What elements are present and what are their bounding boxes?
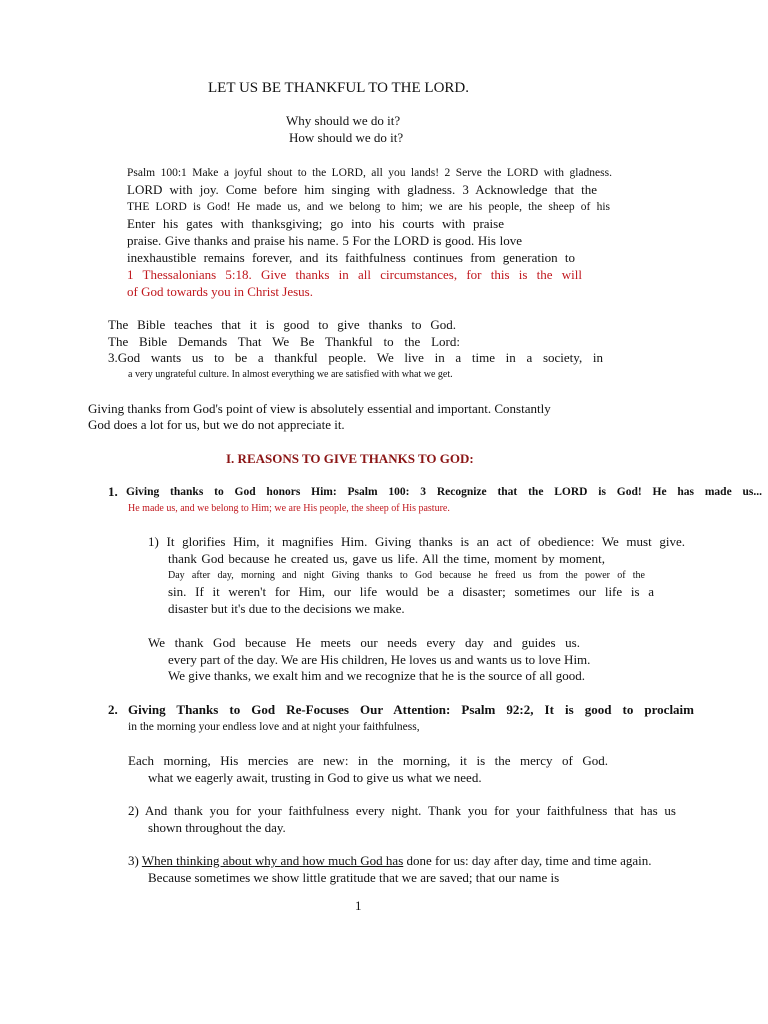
item-1-point-1-line-4: sin. If it weren't for Him, our life would be a disaster; sometimes our life is a xyxy=(168,584,654,599)
item-1-point-2-line-2: every part of the day. We are His children, He loves us and wants us to love Him. xyxy=(168,652,591,667)
item-1-point-1-line-1: 1) It glorifies Him, it magnifies Him. Giving thanks is an act of obedience: We must give. xyxy=(148,534,685,549)
item-2-number: 2. xyxy=(108,702,118,717)
psalm-line-4: Enter his gates with thanksgiving; go into his courts with praise xyxy=(127,216,504,231)
item-1-heading: Giving thanks to God honors Him: Psalm 100: 3 Recognize that the LORD is God! He has made us... xyxy=(126,486,762,498)
item-1-point-2-line-3: We give thanks, we exalt him and we recognize that he is the source of all good. xyxy=(168,668,585,683)
section-heading: I. REASONS TO GIVE THANKS TO GOD: xyxy=(226,451,474,466)
page-number: 1 xyxy=(355,898,362,913)
item-1-number: 1. xyxy=(108,484,118,499)
item-1-point-1-line-2: thank God because he created us, gave us life. All the time, moment by moment, xyxy=(168,551,605,566)
thessalonians-line-2: of God towards you in Christ Jesus. xyxy=(127,284,313,299)
item-2-point-1-line-2: what we eagerly await, trusting in God to give us what we need. xyxy=(148,770,482,785)
giving-line-1: Giving thanks from God's point of view is absolutely essential and important. Constantly xyxy=(88,401,551,416)
psalm-line-2: LORD with joy. Come before him singing with gladness. 3 Acknowledge that the xyxy=(127,182,597,197)
psalm-line-6: inexhaustible remains forever, and its faithfulness continues from generation to xyxy=(127,250,575,265)
item-1-point-2-line-1: We thank God because He meets our needs every day and guides us. xyxy=(148,635,580,650)
bible-line-2: The Bible Demands That We Be Thankful to the Lord: xyxy=(108,334,460,349)
item-2-point-3-underlined: When thinking about why and how much God has xyxy=(141,853,404,868)
thessalonians-line-1: 1 Thessalonians 5:18. Give thanks in all circumstances, for this is the will xyxy=(127,267,582,282)
psalm-line-5: praise. Give thanks and praise his name. 5 For the LORD is good. His love xyxy=(127,233,522,248)
item-2-subtext: in the morning your endless love and at night your faithfulness, xyxy=(128,721,420,733)
psalm-line-3: THE LORD is God! He made us, and we belong to him; we are his people, the sheep of his xyxy=(127,201,610,213)
question-why: Why should we do it? xyxy=(286,113,401,128)
giving-line-2: God does a lot for us, but we do not appreciate it. xyxy=(88,417,345,432)
item-1-point-1-line-3: Day after day, morning and night Giving thanks to God because he freed us from the power of the xyxy=(168,570,645,581)
item-2-point-3-line-2: Because sometimes we show little gratitude that we are saved; that our name is xyxy=(148,870,560,885)
bible-line-4: a very ungrateful culture. In almost everything we are satisfied with what we get. xyxy=(128,369,453,380)
item-1-subtext: He made us, and we belong to Him; we are His people, the sheep of His pasture. xyxy=(128,503,450,514)
psalm-line-1: Psalm 100:1 Make a joyful shout to the LORD, all you lands! 2 Serve the LORD with gladness. xyxy=(127,167,612,179)
item-2-point-1-line-1: Each morning, His mercies are new: in the morning, it is the mercy of God. xyxy=(128,753,608,768)
item-2-point-2-line-2: shown throughout the day. xyxy=(148,820,286,835)
bible-line-1: The Bible teaches that it is good to give thanks to God. xyxy=(108,317,456,332)
item-2-point-3-line-1 xyxy=(128,853,652,869)
item-1-point-1-line-5: disaster but it's due to the decisions we make. xyxy=(168,601,405,616)
document-title: LET US BE THANKFUL TO THE LORD. xyxy=(208,80,469,96)
item-2-point-3-prefix: 3) xyxy=(128,853,142,868)
item-2-point-3-rest: done for us: day after day, time and time again. xyxy=(403,853,652,868)
item-2-point-2-line-1: 2) And thank you for your faithfulness every night. Thank you for your faithfulness that has us xyxy=(128,803,676,818)
question-how: How should we do it? xyxy=(289,130,404,145)
bible-line-3: 3.God wants us to be a thankful people. We live in a time in a society, in xyxy=(108,350,603,365)
item-2-heading: Giving Thanks to God Re-Focuses Our Attention: Psalm 92:2, It is good to proclaim xyxy=(128,702,694,717)
